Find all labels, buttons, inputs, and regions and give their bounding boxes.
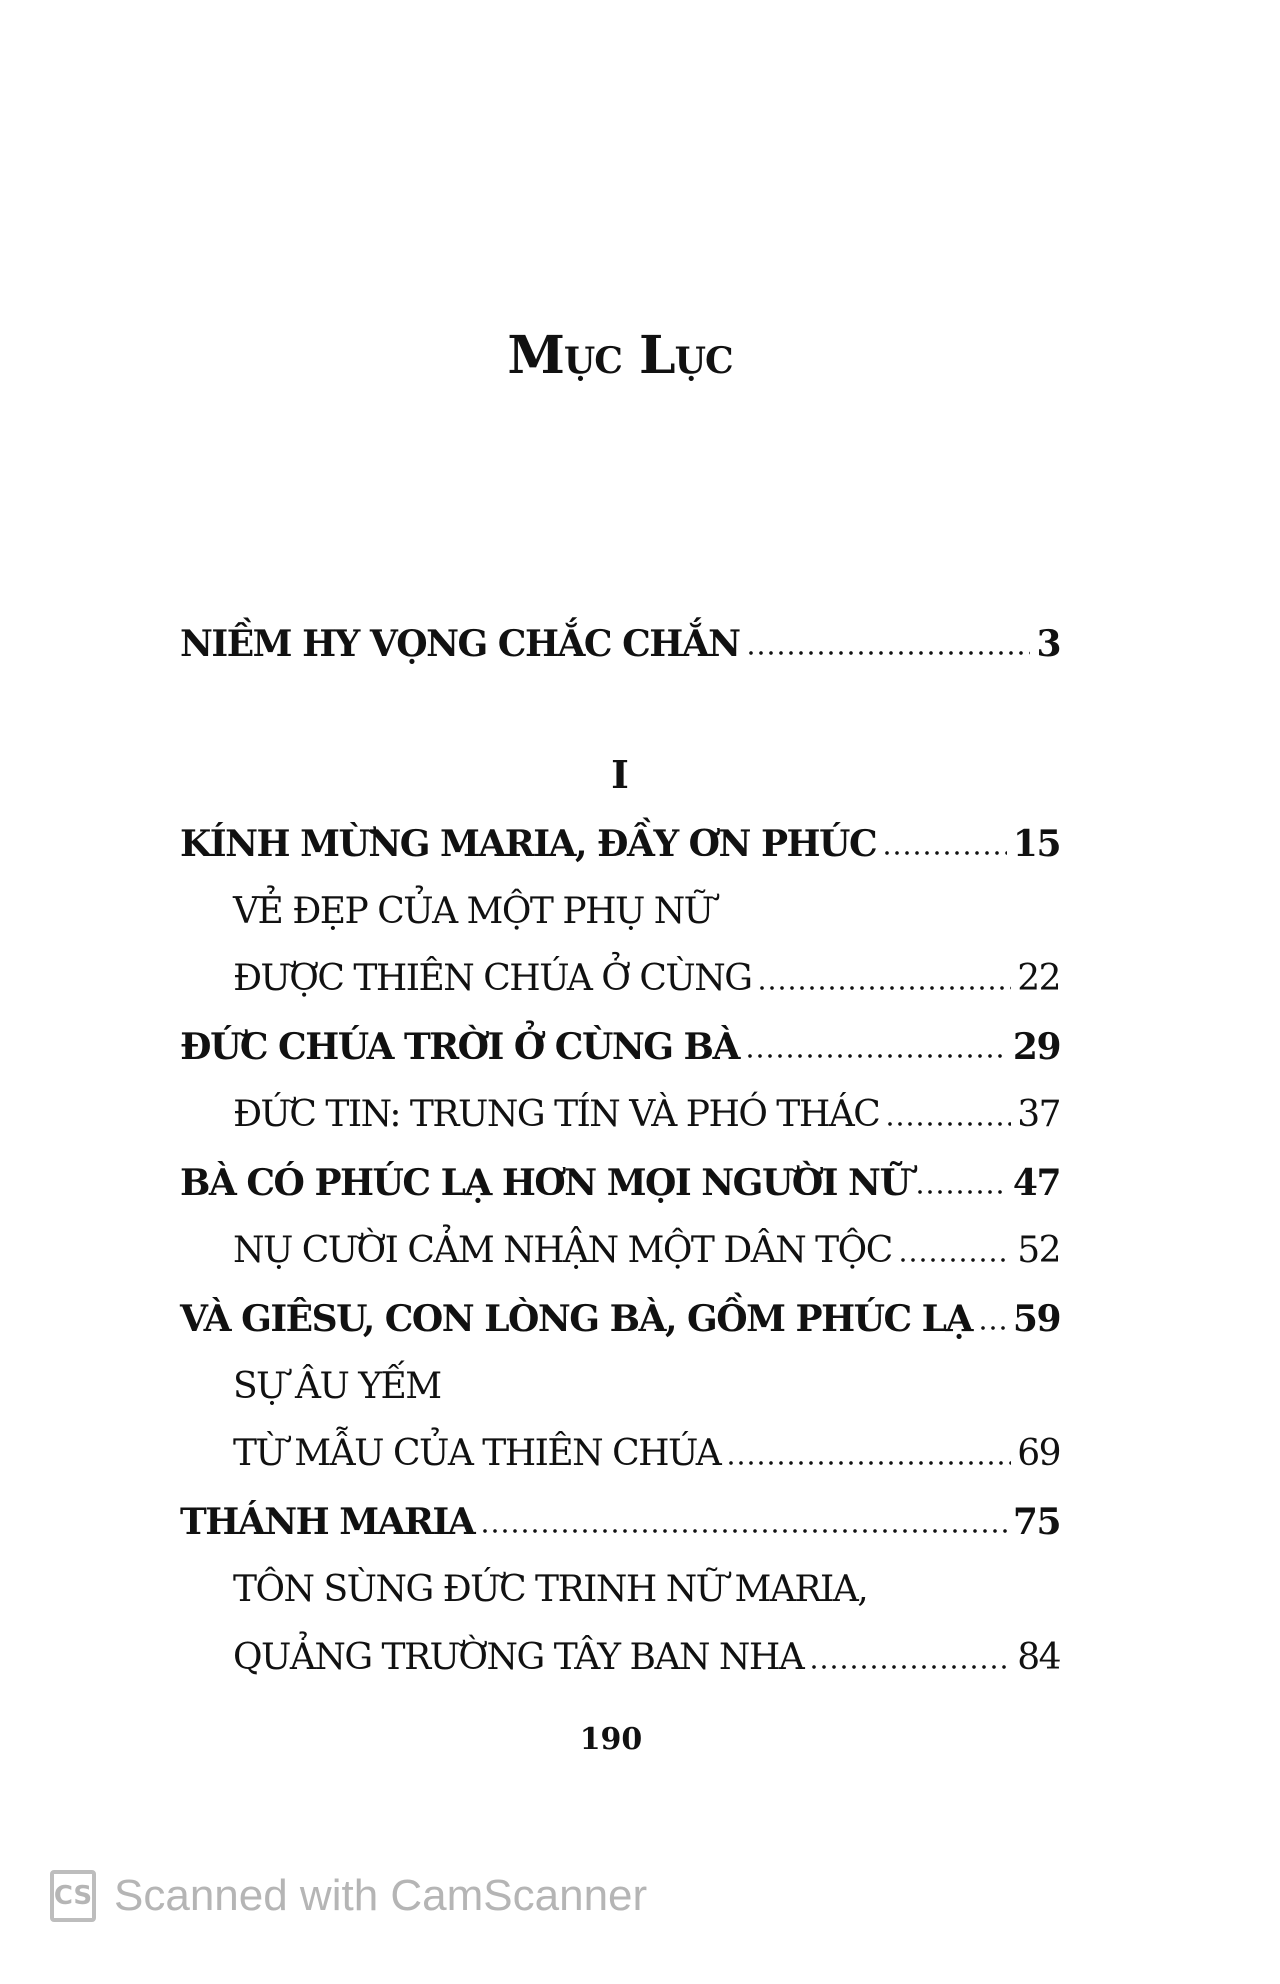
toc-entry-label: THÁNH MARIA [180, 1501, 475, 1543]
toc-entry-label: KÍNH MỪNG MARIA, ĐẦY ƠN PHÚC [180, 823, 877, 865]
toc-entry [180, 1484, 1060, 1544]
toc-entry-label: TÔN SÙNG ĐỨC TRINH NỮ MARIA, [233, 1569, 868, 1610]
toc-entry-label: ĐỨC TIN: TRUNG TÍN VÀ PHÓ THÁC [233, 1094, 880, 1135]
toc-entry-label: NIỀM HY VỌNG CHẮC CHẮN [180, 623, 740, 665]
toc-entry [233, 1213, 1060, 1273]
toc-entry [180, 1281, 1060, 1341]
toc-entry-label: SỰ ÂU YẾM [233, 1366, 441, 1407]
toc-entry-page: 52 [1017, 1230, 1060, 1271]
dot-leader [745, 1053, 1007, 1059]
dot-leader [898, 1257, 1011, 1263]
dot-leader [915, 1189, 1007, 1195]
toc-entry [233, 1552, 1060, 1612]
toc-entry [233, 1416, 1060, 1476]
toc-entry [180, 1009, 1060, 1069]
toc-entry-page: 47 [1012, 1162, 1060, 1204]
toc-entry-page: 84 [1017, 1637, 1060, 1678]
toc-entry [233, 1077, 1060, 1137]
toc-entry-page: 69 [1017, 1433, 1060, 1474]
dot-leader [480, 1528, 1007, 1534]
dot-leader [726, 1460, 1011, 1466]
toc-entry-page: 75 [1012, 1501, 1060, 1543]
toc-entry-label: QUẢNG TRƯỜNG TÂY BAN NHA [233, 1637, 804, 1678]
dot-leader [809, 1664, 1011, 1670]
toc-entry-page: 29 [1012, 1026, 1060, 1068]
dot-leader [757, 985, 1011, 991]
dot-leader [882, 850, 1007, 856]
toc-entry [233, 1349, 1060, 1409]
toc-entry [233, 1620, 1060, 1680]
toc-entry-label: ĐỨC CHÚA TRỜI Ở CÙNG BÀ [180, 1026, 739, 1068]
toc-entry-page: 22 [1017, 958, 1060, 999]
toc-entry-label: VẺ ĐẸP CỦA MỘT PHỤ NỮ [233, 891, 713, 932]
page-number: 190 [579, 1722, 643, 1757]
camscanner-logo-icon: CS [50, 1870, 96, 1922]
toc-entry [233, 874, 1060, 934]
toc-entry [180, 1145, 1060, 1205]
toc-entry-label: TỪ MẪU CỦA THIÊN CHÚA [233, 1433, 721, 1474]
page-title: Mục Lục [507, 325, 733, 386]
toc-entries [180, 0, 1060, 1984]
toc-entry-label: ĐƯỢC THIÊN CHÚA Ở CÙNG [233, 958, 752, 999]
dot-leader [885, 1121, 1011, 1127]
toc-entry-page: 37 [1017, 1094, 1060, 1135]
camscanner-watermark [50, 1870, 647, 1922]
toc-entry-label: NỤ CƯỜI CẢM NHẬN MỘT DÂN TỘC [233, 1230, 892, 1271]
toc-entry [180, 806, 1060, 866]
toc-entry-label: BÀ CÓ PHÚC LẠ HƠN MỌI NGƯỜI NỮ [180, 1162, 910, 1204]
part-heading: I [611, 752, 629, 797]
toc-entry-page: 15 [1012, 823, 1060, 865]
toc-entry-label: VÀ GIÊSU, CON LÒNG BÀ, GỒM PHÚC LẠ [180, 1298, 972, 1340]
dot-leader [978, 1325, 1007, 1331]
toc-entry [233, 941, 1060, 1001]
toc-entry-page: 59 [1012, 1298, 1060, 1340]
toc-entry-page: 3 [1036, 623, 1060, 665]
watermark-text: Scanned with CamScanner [114, 1871, 648, 1920]
